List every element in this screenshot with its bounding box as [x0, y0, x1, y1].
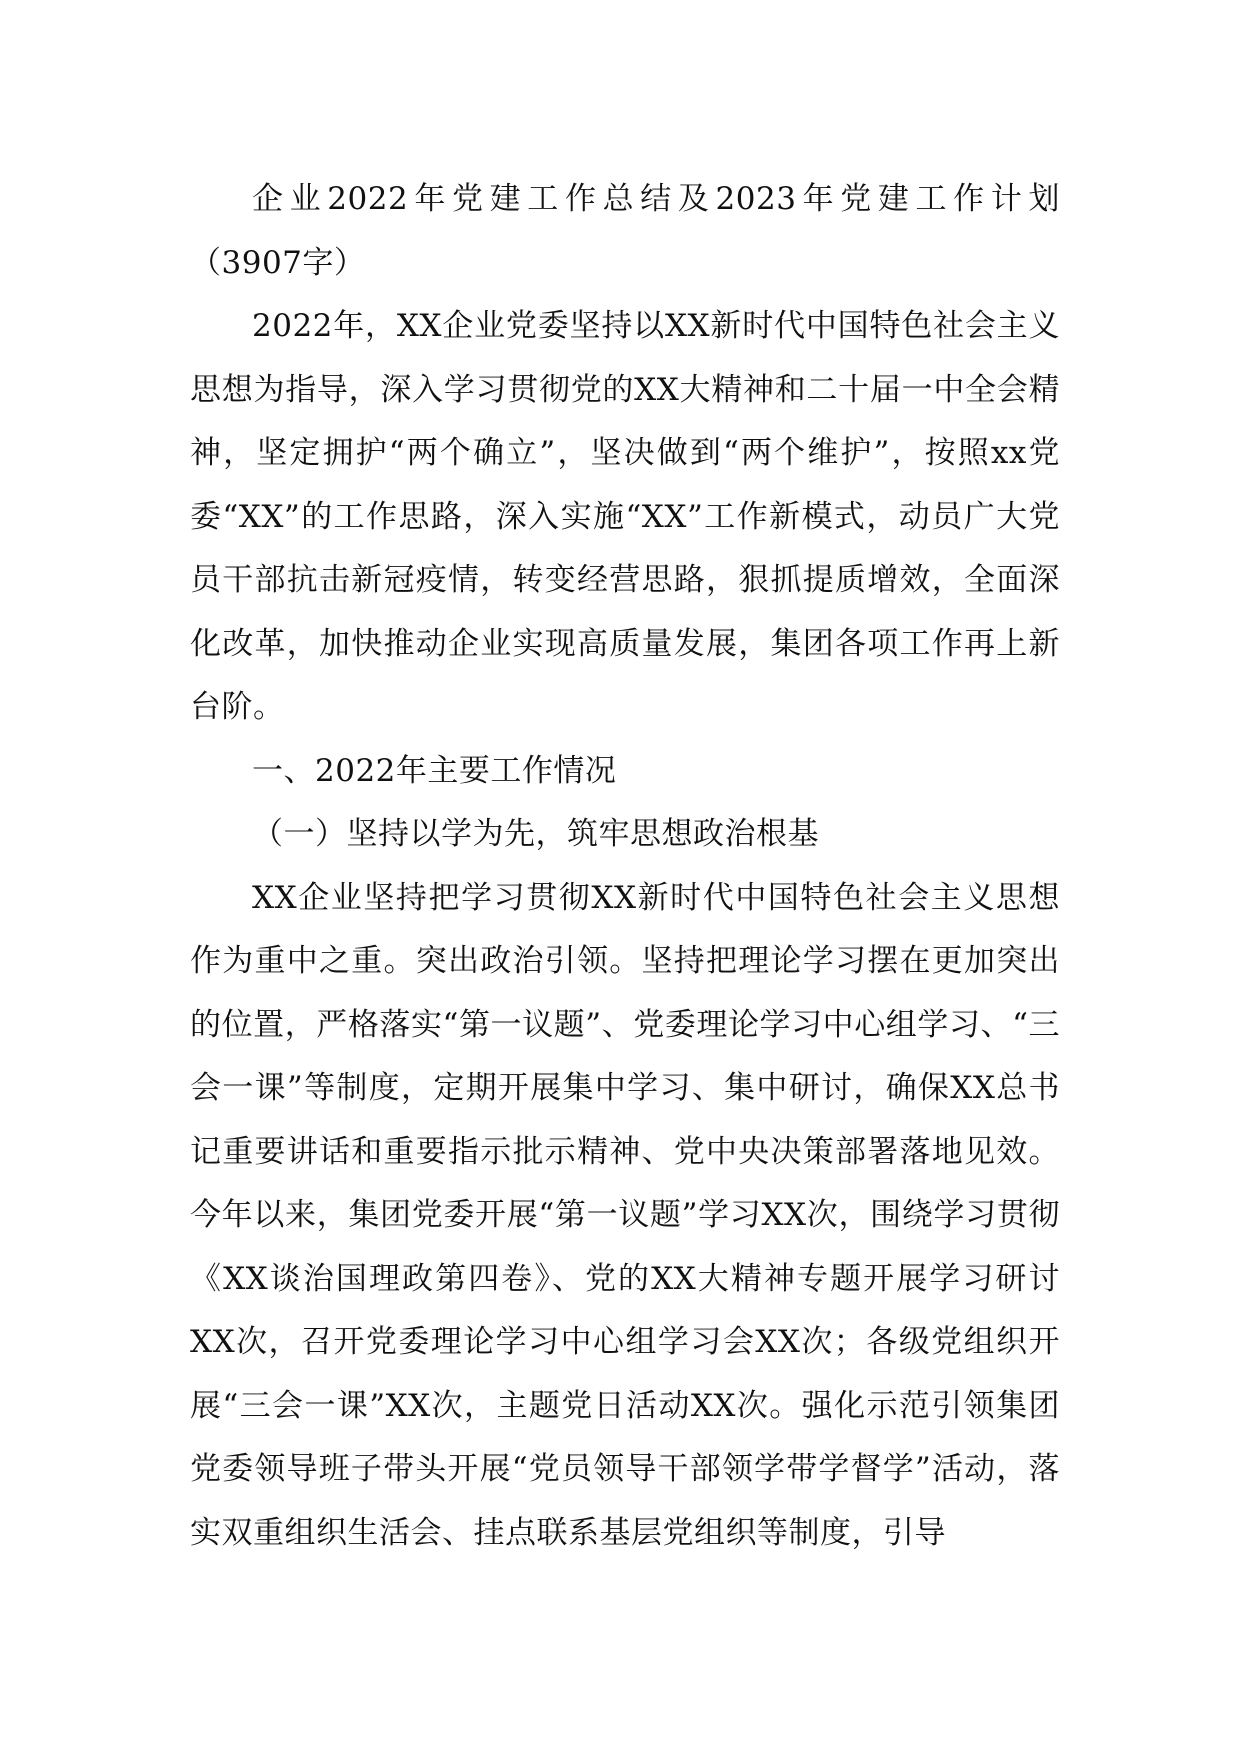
section-heading: 一、2022年主要工作情况 [252, 752, 617, 789]
body-paragraph: XX企业坚持把学习贯彻XX新时代中国特色社会主义思想作为重中之重。突出政治引领。坚持把理论学习摆在更加突出的位置，严格落实“第一议题”、党委理论学习中心组学习、“三会一课”等制度，定期开展集中学习、集中研讨，确保XX总书记重要讲话和重要指示批示精神、党中央决策部署落地见效。今年以来，集团党委开展“第一议题”学习XX次，围绕学习贯彻《XX谈治国理政第四卷》、党的XX大精神专题开展学习研讨XX次，召开党委理论学习中心组学习会XX次；各级党组织开展“三会一课”XX次，主题党日活动XX次。强化示范引领集团党委领导班子带头开展“党员领导干部领学带学督学”活动，落实双重组织生活会、挂点联系基层党组织等制度，引导 [190, 879, 1060, 1551]
subsection-heading: （一）坚持以学为先，筑牢思想政治根基 [252, 816, 819, 852]
document-body [190, 168, 1060, 1565]
document-title: 企业2022年党建工作总结及2023年党建工作计划（3907字） [190, 181, 1060, 281]
intro-paragraph: 2022年，XX企业党委坚持以XX新时代中国特色社会主义思想为指导，深入学习贯彻党的XX大精神和二十届一中全会精神，坚定拥护“两个确立”，坚决做到“两个维护”，按照xx党委“XX”的工作思路，深入实施“XX”工作新模式，动员广大党员干部抗击新冠疫情，转变经营思路，狠抓提质增效，全面深化改革，加快推动企业实现高质量发展，集团各项工作再上新台阶。 [190, 308, 1060, 725]
